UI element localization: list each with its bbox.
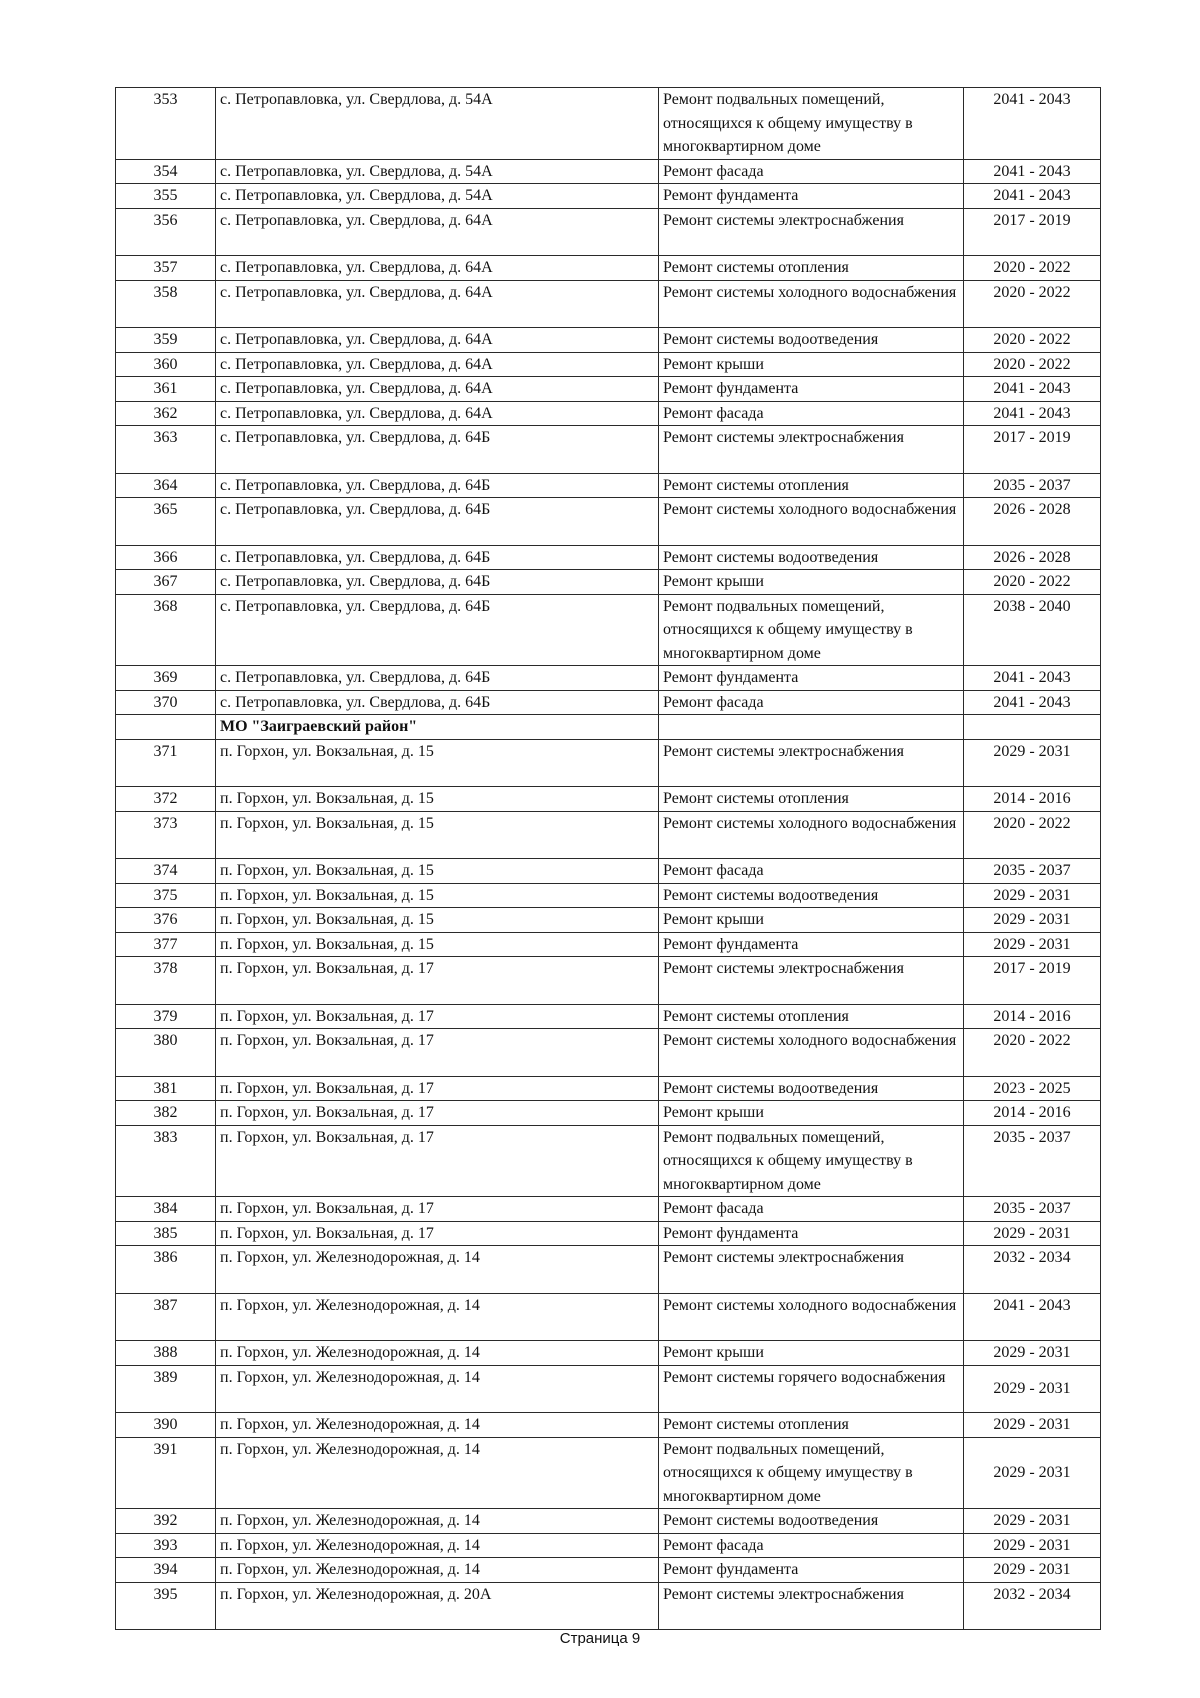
row-number: 380 bbox=[116, 1029, 216, 1077]
row-years: 2041 - 2043 bbox=[964, 1293, 1101, 1341]
row-work-type: Ремонт фундамента bbox=[659, 1221, 964, 1246]
row-years: 2020 - 2022 bbox=[964, 256, 1101, 281]
row-years: 2032 - 2034 bbox=[964, 1246, 1101, 1294]
row-address: п. Горхон, ул. Вокзальная, д. 17 bbox=[216, 1029, 659, 1077]
row-number: 374 bbox=[116, 859, 216, 884]
row-years: 2020 - 2022 bbox=[964, 1029, 1101, 1077]
row-number: 361 bbox=[116, 377, 216, 402]
row-work-type: Ремонт системы водоотведения bbox=[659, 1509, 964, 1534]
row-number: 371 bbox=[116, 739, 216, 787]
table-row bbox=[116, 401, 1101, 426]
row-address: п. Горхон, ул. Железнодорожная, д. 14 bbox=[216, 1365, 659, 1413]
row-number: 353 bbox=[116, 88, 216, 160]
row-years: 2026 - 2028 bbox=[964, 498, 1101, 546]
row-number: 373 bbox=[116, 811, 216, 859]
row-address: п. Горхон, ул. Железнодорожная, д. 14 bbox=[216, 1558, 659, 1583]
row-number: 389 bbox=[116, 1365, 216, 1413]
row-work-type: Ремонт системы холодного водоснабжения bbox=[659, 280, 964, 328]
row-work-type: Ремонт системы холодного водоснабжения bbox=[659, 498, 964, 546]
row-work-type: Ремонт подвальных помещений, относящихся к общему имуществу в многоквартирном доме bbox=[659, 1437, 964, 1509]
table-row bbox=[116, 545, 1101, 570]
row-number: 366 bbox=[116, 545, 216, 570]
row-address: с. Петропавловка, ул. Свердлова, д. 64А bbox=[216, 377, 659, 402]
table-row bbox=[116, 908, 1101, 933]
row-address: с. Петропавловка, ул. Свердлова, д. 64Б bbox=[216, 666, 659, 691]
row-address: п. Горхон, ул. Железнодорожная, д. 14 bbox=[216, 1437, 659, 1509]
row-number: 377 bbox=[116, 932, 216, 957]
section-title: МО "Заиграевский район" bbox=[216, 715, 659, 740]
row-years: 2020 - 2022 bbox=[964, 328, 1101, 353]
row-address: п. Горхон, ул. Вокзальная, д. 17 bbox=[216, 1101, 659, 1126]
table-row bbox=[116, 1413, 1101, 1438]
row-years: 2035 - 2037 bbox=[964, 1125, 1101, 1197]
table-row bbox=[116, 1558, 1101, 1583]
row-work-type: Ремонт системы холодного водоснабжения bbox=[659, 1029, 964, 1077]
table-row bbox=[116, 1029, 1101, 1077]
row-work-type: Ремонт фундамента bbox=[659, 932, 964, 957]
table-row bbox=[116, 1365, 1101, 1413]
table-row bbox=[116, 498, 1101, 546]
table-row bbox=[116, 1293, 1101, 1341]
row-work-type: Ремонт системы горячего водоснабжения bbox=[659, 1365, 964, 1413]
table-row bbox=[116, 208, 1101, 256]
table-row bbox=[116, 1221, 1101, 1246]
row-work-type: Ремонт системы электроснабжения bbox=[659, 1246, 964, 1294]
row-work-type: Ремонт системы отопления bbox=[659, 787, 964, 812]
table-row bbox=[116, 859, 1101, 884]
row-years: 2041 - 2043 bbox=[964, 184, 1101, 209]
row-number: 378 bbox=[116, 957, 216, 1005]
table-row bbox=[116, 1246, 1101, 1294]
row-number: 375 bbox=[116, 883, 216, 908]
row-years: 2041 - 2043 bbox=[964, 690, 1101, 715]
row-number: 354 bbox=[116, 159, 216, 184]
row-work-type: Ремонт крыши bbox=[659, 1341, 964, 1366]
row-number: 393 bbox=[116, 1533, 216, 1558]
table-row bbox=[116, 932, 1101, 957]
row-address: с. Петропавловка, ул. Свердлова, д. 64Б bbox=[216, 426, 659, 474]
table-row bbox=[116, 1533, 1101, 1558]
row-number: 392 bbox=[116, 1509, 216, 1534]
row-address: с. Петропавловка, ул. Свердлова, д. 64А bbox=[216, 328, 659, 353]
row-number: 355 bbox=[116, 184, 216, 209]
row-work-type: Ремонт системы отопления bbox=[659, 1004, 964, 1029]
row-years: 2029 - 2031 bbox=[964, 739, 1101, 787]
row-years: 2020 - 2022 bbox=[964, 811, 1101, 859]
row-address: п. Горхон, ул. Железнодорожная, д. 20А bbox=[216, 1582, 659, 1630]
row-years: 2026 - 2028 bbox=[964, 545, 1101, 570]
table-row bbox=[116, 473, 1101, 498]
table-row bbox=[116, 280, 1101, 328]
row-address: п. Горхон, ул. Вокзальная, д. 15 bbox=[216, 859, 659, 884]
row-address: с. Петропавловка, ул. Свердлова, д. 64А bbox=[216, 401, 659, 426]
row-number: 356 bbox=[116, 208, 216, 256]
row-address: п. Горхон, ул. Железнодорожная, д. 14 bbox=[216, 1509, 659, 1534]
row-address: п. Горхон, ул. Железнодорожная, д. 14 bbox=[216, 1341, 659, 1366]
table-row bbox=[116, 690, 1101, 715]
row-work-type: Ремонт фасада bbox=[659, 690, 964, 715]
row-years: 2041 - 2043 bbox=[964, 159, 1101, 184]
row-number: 379 bbox=[116, 1004, 216, 1029]
row-work-type: Ремонт системы водоотведения bbox=[659, 328, 964, 353]
row-address: п. Горхон, ул. Вокзальная, д. 15 bbox=[216, 883, 659, 908]
row-work-type: Ремонт фасада bbox=[659, 401, 964, 426]
table-row bbox=[116, 957, 1101, 1005]
table-row bbox=[116, 159, 1101, 184]
row-number: 386 bbox=[116, 1246, 216, 1294]
row-address: с. Петропавловка, ул. Свердлова, д. 64Б bbox=[216, 545, 659, 570]
row-work-type: Ремонт фундамента bbox=[659, 377, 964, 402]
row-address: с. Петропавловка, ул. Свердлова, д. 64Б bbox=[216, 690, 659, 715]
row-years: 2017 - 2019 bbox=[964, 957, 1101, 1005]
section-work-cell bbox=[659, 715, 964, 740]
row-address: п. Горхон, ул. Железнодорожная, д. 14 bbox=[216, 1246, 659, 1294]
row-years: 2023 - 2025 bbox=[964, 1076, 1101, 1101]
row-years: 2029 - 2031 bbox=[964, 1437, 1101, 1509]
row-work-type: Ремонт системы отопления bbox=[659, 256, 964, 281]
row-work-type: Ремонт фасада bbox=[659, 1533, 964, 1558]
table-row bbox=[116, 739, 1101, 787]
table-row bbox=[116, 426, 1101, 474]
row-address: п. Горхон, ул. Вокзальная, д. 15 bbox=[216, 908, 659, 933]
table-row bbox=[116, 1004, 1101, 1029]
row-number: 384 bbox=[116, 1197, 216, 1222]
row-years: 2041 - 2043 bbox=[964, 88, 1101, 160]
table-row bbox=[116, 883, 1101, 908]
table-row bbox=[116, 184, 1101, 209]
table-row bbox=[116, 787, 1101, 812]
row-work-type: Ремонт системы водоотведения bbox=[659, 1076, 964, 1101]
row-number: 372 bbox=[116, 787, 216, 812]
row-address: с. Петропавловка, ул. Свердлова, д. 64А bbox=[216, 280, 659, 328]
row-work-type: Ремонт системы водоотведения bbox=[659, 545, 964, 570]
row-address: с. Петропавловка, ул. Свердлова, д. 64А bbox=[216, 256, 659, 281]
row-address: с. Петропавловка, ул. Свердлова, д. 64Б bbox=[216, 498, 659, 546]
table-row bbox=[116, 1101, 1101, 1126]
row-address: п. Горхон, ул. Железнодорожная, д. 14 bbox=[216, 1533, 659, 1558]
row-address: п. Горхон, ул. Вокзальная, д. 17 bbox=[216, 1004, 659, 1029]
row-number: 370 bbox=[116, 690, 216, 715]
table-body bbox=[116, 88, 1101, 1630]
table-row bbox=[116, 352, 1101, 377]
row-address: п. Горхон, ул. Вокзальная, д. 15 bbox=[216, 787, 659, 812]
table-row bbox=[116, 328, 1101, 353]
row-years: 2020 - 2022 bbox=[964, 280, 1101, 328]
row-years: 2017 - 2019 bbox=[964, 426, 1101, 474]
row-years: 2035 - 2037 bbox=[964, 1197, 1101, 1222]
row-number: 383 bbox=[116, 1125, 216, 1197]
row-years: 2014 - 2016 bbox=[964, 1101, 1101, 1126]
row-work-type: Ремонт системы электроснабжения bbox=[659, 739, 964, 787]
row-years: 2029 - 2031 bbox=[964, 932, 1101, 957]
row-years: 2014 - 2016 bbox=[964, 1004, 1101, 1029]
row-work-type: Ремонт подвальных помещений, относящихся к общему имуществу в многоквартирном доме bbox=[659, 594, 964, 666]
table-row bbox=[116, 1437, 1101, 1509]
row-number: 395 bbox=[116, 1582, 216, 1630]
row-years: 2041 - 2043 bbox=[964, 401, 1101, 426]
row-years: 2029 - 2031 bbox=[964, 1413, 1101, 1438]
row-work-type: Ремонт системы электроснабжения bbox=[659, 1582, 964, 1630]
row-number: 358 bbox=[116, 280, 216, 328]
row-number: 376 bbox=[116, 908, 216, 933]
table-row bbox=[116, 811, 1101, 859]
row-address: п. Горхон, ул. Вокзальная, д. 15 bbox=[216, 811, 659, 859]
row-work-type: Ремонт фундамента bbox=[659, 666, 964, 691]
row-number: 360 bbox=[116, 352, 216, 377]
row-years: 2029 - 2031 bbox=[964, 1365, 1101, 1413]
row-work-type: Ремонт подвальных помещений, относящихся к общему имуществу в многоквартирном доме bbox=[659, 1125, 964, 1197]
row-number: 388 bbox=[116, 1341, 216, 1366]
row-years: 2035 - 2037 bbox=[964, 473, 1101, 498]
row-work-type: Ремонт системы электроснабжения bbox=[659, 208, 964, 256]
row-address: п. Горхон, ул. Вокзальная, д. 17 bbox=[216, 1076, 659, 1101]
row-years: 2029 - 2031 bbox=[964, 883, 1101, 908]
table-row bbox=[116, 88, 1101, 160]
row-years: 2029 - 2031 bbox=[964, 1509, 1101, 1534]
row-work-type: Ремонт фундамента bbox=[659, 184, 964, 209]
row-work-type: Ремонт крыши bbox=[659, 908, 964, 933]
table-row bbox=[116, 570, 1101, 595]
row-address: с. Петропавловка, ул. Свердлова, д. 54А bbox=[216, 88, 659, 160]
row-number: 367 bbox=[116, 570, 216, 595]
row-years: 2029 - 2031 bbox=[964, 1341, 1101, 1366]
section-years-cell bbox=[964, 715, 1101, 740]
row-years: 2038 - 2040 bbox=[964, 594, 1101, 666]
row-address: п. Горхон, ул. Железнодорожная, д. 14 bbox=[216, 1413, 659, 1438]
table-row bbox=[116, 594, 1101, 666]
row-address: п. Горхон, ул. Вокзальная, д. 17 bbox=[216, 957, 659, 1005]
row-work-type: Ремонт фасада bbox=[659, 159, 964, 184]
row-number: 390 bbox=[116, 1413, 216, 1438]
row-address: п. Горхон, ул. Вокзальная, д. 15 bbox=[216, 739, 659, 787]
repair-schedule-table bbox=[115, 87, 1101, 1630]
row-number: 385 bbox=[116, 1221, 216, 1246]
row-work-type: Ремонт крыши bbox=[659, 570, 964, 595]
row-years: 2032 - 2034 bbox=[964, 1582, 1101, 1630]
table-row bbox=[116, 1509, 1101, 1534]
section-num-cell bbox=[116, 715, 216, 740]
row-work-type: Ремонт системы холодного водоснабжения bbox=[659, 811, 964, 859]
row-years: 2029 - 2031 bbox=[964, 1221, 1101, 1246]
row-number: 382 bbox=[116, 1101, 216, 1126]
row-work-type: Ремонт фасада bbox=[659, 1197, 964, 1222]
row-number: 359 bbox=[116, 328, 216, 353]
row-address: с. Петропавловка, ул. Свердлова, д. 64А bbox=[216, 352, 659, 377]
row-address: с. Петропавловка, ул. Свердлова, д. 64Б bbox=[216, 594, 659, 666]
row-address: п. Горхон, ул. Железнодорожная, д. 14 bbox=[216, 1293, 659, 1341]
table-row bbox=[116, 666, 1101, 691]
table-row bbox=[116, 256, 1101, 281]
row-years: 2017 - 2019 bbox=[964, 208, 1101, 256]
row-years: 2014 - 2016 bbox=[964, 787, 1101, 812]
row-work-type: Ремонт фасада bbox=[659, 859, 964, 884]
row-number: 391 bbox=[116, 1437, 216, 1509]
row-address: п. Горхон, ул. Вокзальная, д. 17 bbox=[216, 1197, 659, 1222]
row-work-type: Ремонт системы отопления bbox=[659, 473, 964, 498]
row-address: с. Петропавловка, ул. Свердлова, д. 54А bbox=[216, 159, 659, 184]
table-row bbox=[116, 1197, 1101, 1222]
row-years: 2041 - 2043 bbox=[964, 666, 1101, 691]
row-years: 2035 - 2037 bbox=[964, 859, 1101, 884]
row-work-type: Ремонт системы электроснабжения bbox=[659, 957, 964, 1005]
row-years: 2020 - 2022 bbox=[964, 352, 1101, 377]
row-work-type: Ремонт системы отопления bbox=[659, 1413, 964, 1438]
row-address: с. Петропавловка, ул. Свердлова, д. 64Б bbox=[216, 570, 659, 595]
row-number: 364 bbox=[116, 473, 216, 498]
table-row bbox=[116, 1076, 1101, 1101]
row-work-type: Ремонт крыши bbox=[659, 1101, 964, 1126]
row-years: 2029 - 2031 bbox=[964, 1558, 1101, 1583]
row-number: 363 bbox=[116, 426, 216, 474]
row-years: 2020 - 2022 bbox=[964, 570, 1101, 595]
section-header-row bbox=[116, 715, 1101, 740]
row-address: с. Петропавловка, ул. Свердлова, д. 54А bbox=[216, 184, 659, 209]
table-row bbox=[116, 1125, 1101, 1197]
row-number: 369 bbox=[116, 666, 216, 691]
row-years: 2029 - 2031 bbox=[964, 1533, 1101, 1558]
row-work-type: Ремонт системы электроснабжения bbox=[659, 426, 964, 474]
row-address: п. Горхон, ул. Вокзальная, д. 17 bbox=[216, 1221, 659, 1246]
row-work-type: Ремонт системы холодного водоснабжения bbox=[659, 1293, 964, 1341]
row-work-type: Ремонт системы водоотведения bbox=[659, 883, 964, 908]
table-row bbox=[116, 377, 1101, 402]
row-work-type: Ремонт подвальных помещений, относящихся к общему имуществу в многоквартирном доме bbox=[659, 88, 964, 160]
row-address: п. Горхон, ул. Вокзальная, д. 17 bbox=[216, 1125, 659, 1197]
row-number: 394 bbox=[116, 1558, 216, 1583]
row-years: 2029 - 2031 bbox=[964, 908, 1101, 933]
row-number: 368 bbox=[116, 594, 216, 666]
page-number: Страница 9 bbox=[559, 1630, 641, 1647]
row-number: 357 bbox=[116, 256, 216, 281]
row-address: с. Петропавловка, ул. Свердлова, д. 64А bbox=[216, 208, 659, 256]
row-number: 387 bbox=[116, 1293, 216, 1341]
row-address: п. Горхон, ул. Вокзальная, д. 15 bbox=[216, 932, 659, 957]
row-work-type: Ремонт фундамента bbox=[659, 1558, 964, 1583]
table-row bbox=[116, 1582, 1101, 1630]
row-work-type: Ремонт крыши bbox=[659, 352, 964, 377]
row-address: с. Петропавловка, ул. Свердлова, д. 64Б bbox=[216, 473, 659, 498]
row-number: 381 bbox=[116, 1076, 216, 1101]
row-number: 362 bbox=[116, 401, 216, 426]
row-number: 365 bbox=[116, 498, 216, 546]
row-years: 2041 - 2043 bbox=[964, 377, 1101, 402]
table-row bbox=[116, 1341, 1101, 1366]
